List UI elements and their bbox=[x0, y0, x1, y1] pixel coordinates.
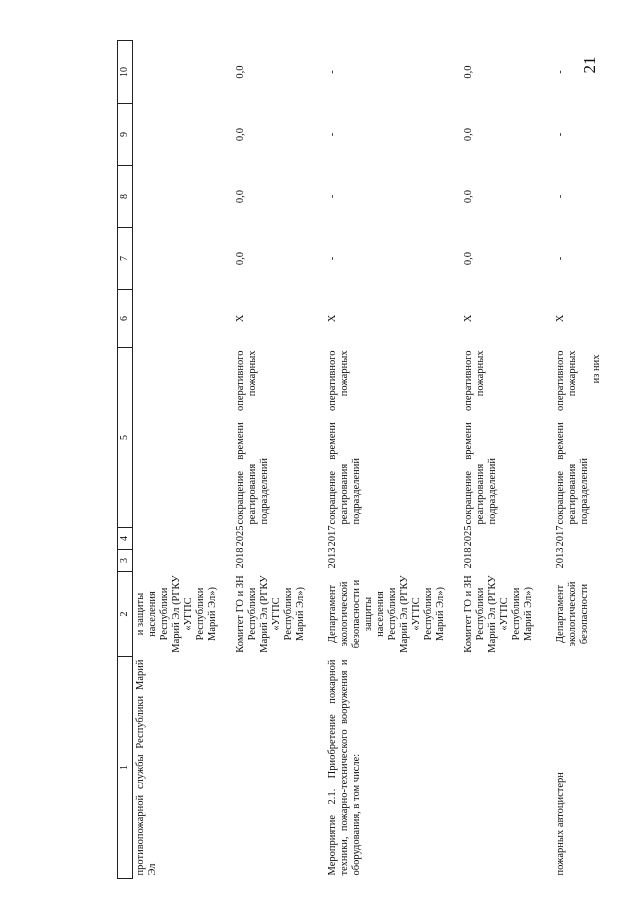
value-cell: 0,0 bbox=[463, 127, 474, 142]
indicator-link-cell: X bbox=[235, 314, 246, 323]
value-cell: - bbox=[555, 256, 566, 261]
value-cell: - bbox=[327, 70, 338, 74]
value-cell: 0,0 bbox=[463, 65, 474, 79]
header-cell: 4 bbox=[118, 528, 133, 550]
indicator-link-cell: X bbox=[327, 314, 338, 323]
end-year-cell: 2025 bbox=[463, 525, 474, 547]
indicator-link-cell bbox=[133, 290, 234, 348]
value-cell: 0,0 bbox=[463, 189, 474, 204]
expected-result-cell: сокращение времени оперативного реагирования пожарных подразделений bbox=[235, 350, 270, 525]
page-number: 21 bbox=[580, 56, 599, 74]
header-cell: 2 bbox=[118, 572, 133, 657]
value-cell: - bbox=[555, 70, 566, 74]
executor-cell: Комитет ГО и ЗН Республики Марий Эл (РГКУ «УГПС Республики Марий Эл») bbox=[235, 575, 306, 653]
executor-cell: Комитет ГО и ЗН Республики Марий Эл (РГКУ «УГПС Республики Марий Эл») bbox=[463, 575, 534, 653]
value-cell: 0,0 bbox=[235, 251, 246, 266]
value-cell bbox=[133, 41, 234, 104]
end-year-cell: 2017 bbox=[327, 525, 338, 547]
value-cell: - bbox=[327, 132, 338, 137]
executor-cell: Департамент экологической безопасности bbox=[555, 581, 590, 647]
value-cell bbox=[133, 228, 234, 290]
header-cell: 8 bbox=[118, 166, 133, 228]
value-cell: 0,0 bbox=[463, 251, 474, 266]
expected-result-cell: сокращение времени оперативного реагирования пожарных подразделений bbox=[463, 350, 498, 525]
value-cell bbox=[133, 104, 234, 166]
value-cell: - bbox=[327, 194, 338, 199]
executor-cell: и защиты населения Республики Марий Эл (РГКУ «УГПС Республики Марий Эл») bbox=[135, 575, 218, 653]
table-row bbox=[133, 41, 234, 879]
measure-name-cell bbox=[233, 657, 325, 879]
start-year-cell: 2018 bbox=[235, 547, 246, 569]
header-cell: 1 bbox=[118, 657, 133, 879]
measure-name-cell: пожарных автоцистерн bbox=[555, 772, 566, 876]
value-cell: - bbox=[555, 132, 566, 137]
subitems-note: из них bbox=[591, 354, 602, 384]
end-year-cell: 2025 bbox=[235, 525, 246, 547]
table-row bbox=[233, 41, 325, 879]
measure-name-cell: противопожарной службы Республики Марий Эл bbox=[135, 659, 158, 876]
measure-name-cell: Мероприятие 2.1. Приобретение пожарной техники, пожарно-технического вооружения и оборудования, в том числе: bbox=[327, 659, 362, 876]
table-row bbox=[325, 41, 461, 879]
table-header-row bbox=[118, 41, 133, 879]
start-year-cell: 2013 bbox=[555, 547, 566, 569]
header-cell: 3 bbox=[118, 550, 133, 572]
value-cell bbox=[133, 166, 234, 228]
value-cell: - bbox=[555, 194, 566, 199]
end-year-cell: 2017 bbox=[555, 525, 566, 547]
program-measures-table bbox=[117, 40, 629, 879]
value-cell: 0,0 bbox=[235, 127, 246, 142]
measure-name-cell bbox=[461, 657, 553, 879]
header-cell: 5 bbox=[118, 348, 133, 528]
start-year-cell bbox=[133, 550, 234, 572]
table-row bbox=[553, 41, 629, 879]
header-cell: 10 bbox=[118, 41, 133, 104]
indicator-link-cell: X bbox=[463, 314, 474, 323]
expected-result-cell: сокращение времени оперативного реагирования пожарных подразделений bbox=[327, 350, 362, 525]
expected-result-text: сокращение времени оперативного реагирования пожарных подразделений bbox=[555, 350, 590, 525]
executor-cell: Департамент экологической безопасности и защиты населения Республики Марий Эл (РГКУ «УГПС Республики Марий Эл») bbox=[327, 575, 446, 653]
header-cell: 6 bbox=[118, 290, 133, 348]
header-cell: 9 bbox=[118, 104, 133, 166]
start-year-cell: 2013 bbox=[327, 547, 338, 569]
value-cell: 0,0 bbox=[235, 189, 246, 204]
table-row bbox=[461, 41, 553, 879]
header-cell: 7 bbox=[118, 228, 133, 290]
indicator-link-cell: X bbox=[555, 314, 566, 323]
value-cell: - bbox=[327, 256, 338, 261]
start-year-cell: 2018 bbox=[463, 547, 474, 569]
end-year-cell bbox=[133, 528, 234, 550]
expected-result-cell bbox=[133, 348, 234, 528]
value-cell: 0,0 bbox=[235, 65, 246, 79]
expected-result-cell bbox=[553, 348, 629, 528]
